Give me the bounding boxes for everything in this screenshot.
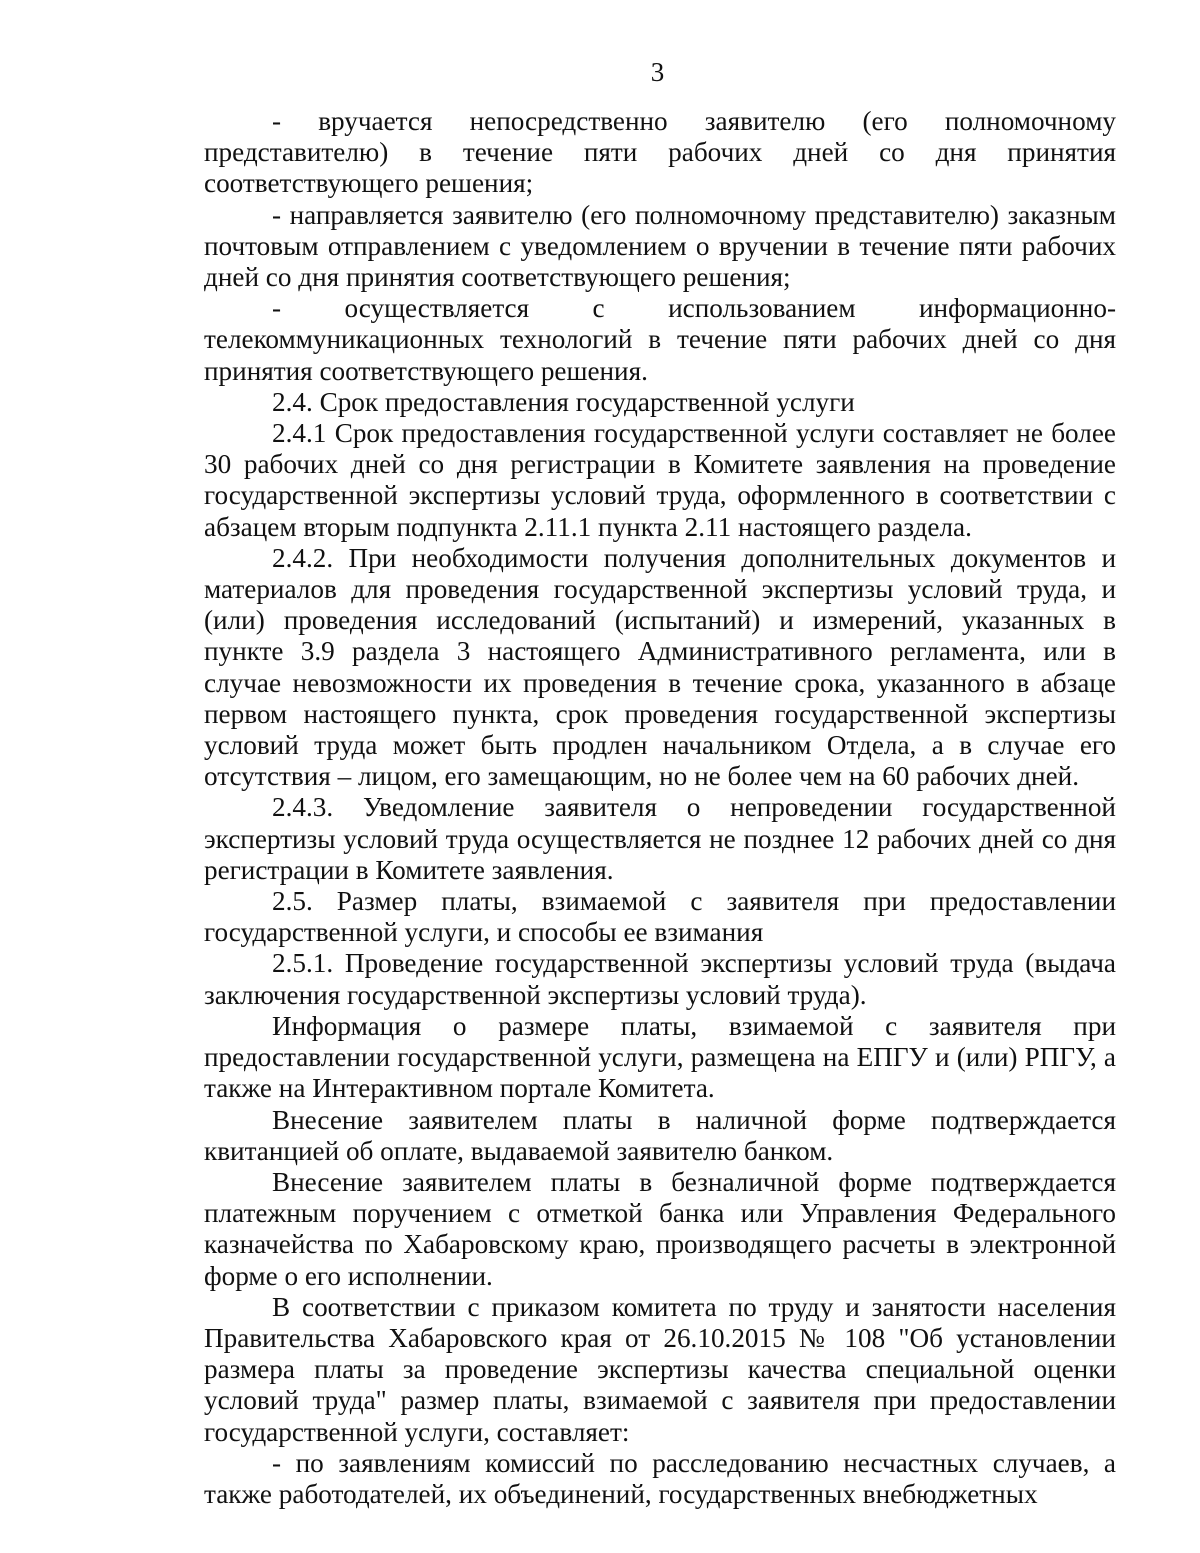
paragraph: - направляется заявителю (его полномочному представителю) заказным почтовым отправлением с уведомлением о вручении в течение пяти рабочих дней со дня принятия соответствующего решения; — [204, 199, 1116, 293]
section-heading: 2.4. Срок предоставления государственной услуги — [272, 386, 855, 417]
paragraph: 2.5.1. Проведение государственной экспертизы условий труда (выдача заключения государственной экспертизы условий труда). — [204, 948, 1116, 1010]
paragraph: Внесение заявителем платы в наличной форме подтверждается квитанцией об оплате, выдаваемой заявителю банком. — [204, 1104, 1116, 1166]
paragraph: - по заявлениям комиссий по расследованию несчастных случаев, а также работодателей, их объединений, государственных внебюджетных — [204, 1447, 1116, 1509]
paragraph: Внесение заявителем платы в безналичной форме подтверждается платежным поручением с отметкой банка или Управления Федерального казначейства по Хабаровскому краю, производящего расчеты в электронной форме о его исполнении. — [204, 1166, 1116, 1291]
section-heading: 2.5. Размер платы, взимаемой с заявителя при предоставлении государственной услуги, и способы ее взимания — [204, 886, 1116, 948]
document-body — [204, 106, 1116, 1510]
paragraph: В соответствии с приказом комитета по труду и занятости населения Правительства Хабаровского края от 26.10.2015 № 108 "Об установлении размера платы за проведение экспертизы качества специальной оценки условий труда" размер платы, взимаемой с заявителя при предоставлении государственной услуги, составляет: — [204, 1291, 1116, 1447]
paragraph: 2.4.2. При необходимости получения дополнительных документов и материалов для проведения государственной экспертизы условий труда, и (или) проведения исследований (испытаний) и измерений, указанных в пункте 3.9 раздела 3 настоящего Административного регламента, или в случае невозможности их проведения в течение срока, указанного в абзаце первом настоящего пункта, срок проведения государственной экспертизы условий труда может быть продлен начальником Отдела, а в случае его отсутствия – лицом, его замещающим, но не более чем на 60 рабочих дней. — [204, 542, 1116, 792]
paragraph: 2.4.3. Уведомление заявителя о непроведении государственной экспертизы условий труда осуществляется не позднее 12 рабочих дней со дня регистрации в Комитете заявления. — [204, 792, 1116, 885]
page-number: 3 — [650, 57, 665, 87]
paragraph: - осуществляется с использованием информационно-телекоммуникационных технологий в течение пяти рабочих дней со дня принятия соответствующего решения. — [204, 293, 1116, 386]
paragraph: - вручается непосредственно заявителю (его полномочному представителю) в течение пяти рабочих дней со дня принятия соответствующего решения; — [204, 106, 1116, 199]
paragraph: 2.4.1 Срок предоставления государственной услуги составляет не более 30 рабочих дней со дня регистрации в Комитете заявления на проведение государственной экспертизы условий труда, оформленного в соответствии с абзацем вторым подпункта 2.11.1 пункта 2.11 настоящего раздела. — [204, 418, 1116, 542]
paragraph: Информация о размере платы, взимаемой с заявителя при предоставлении государственной услуги, размещена на ЕПГУ и (или) РПГУ, а также на Интерактивном портале Комитета. — [204, 1010, 1116, 1104]
